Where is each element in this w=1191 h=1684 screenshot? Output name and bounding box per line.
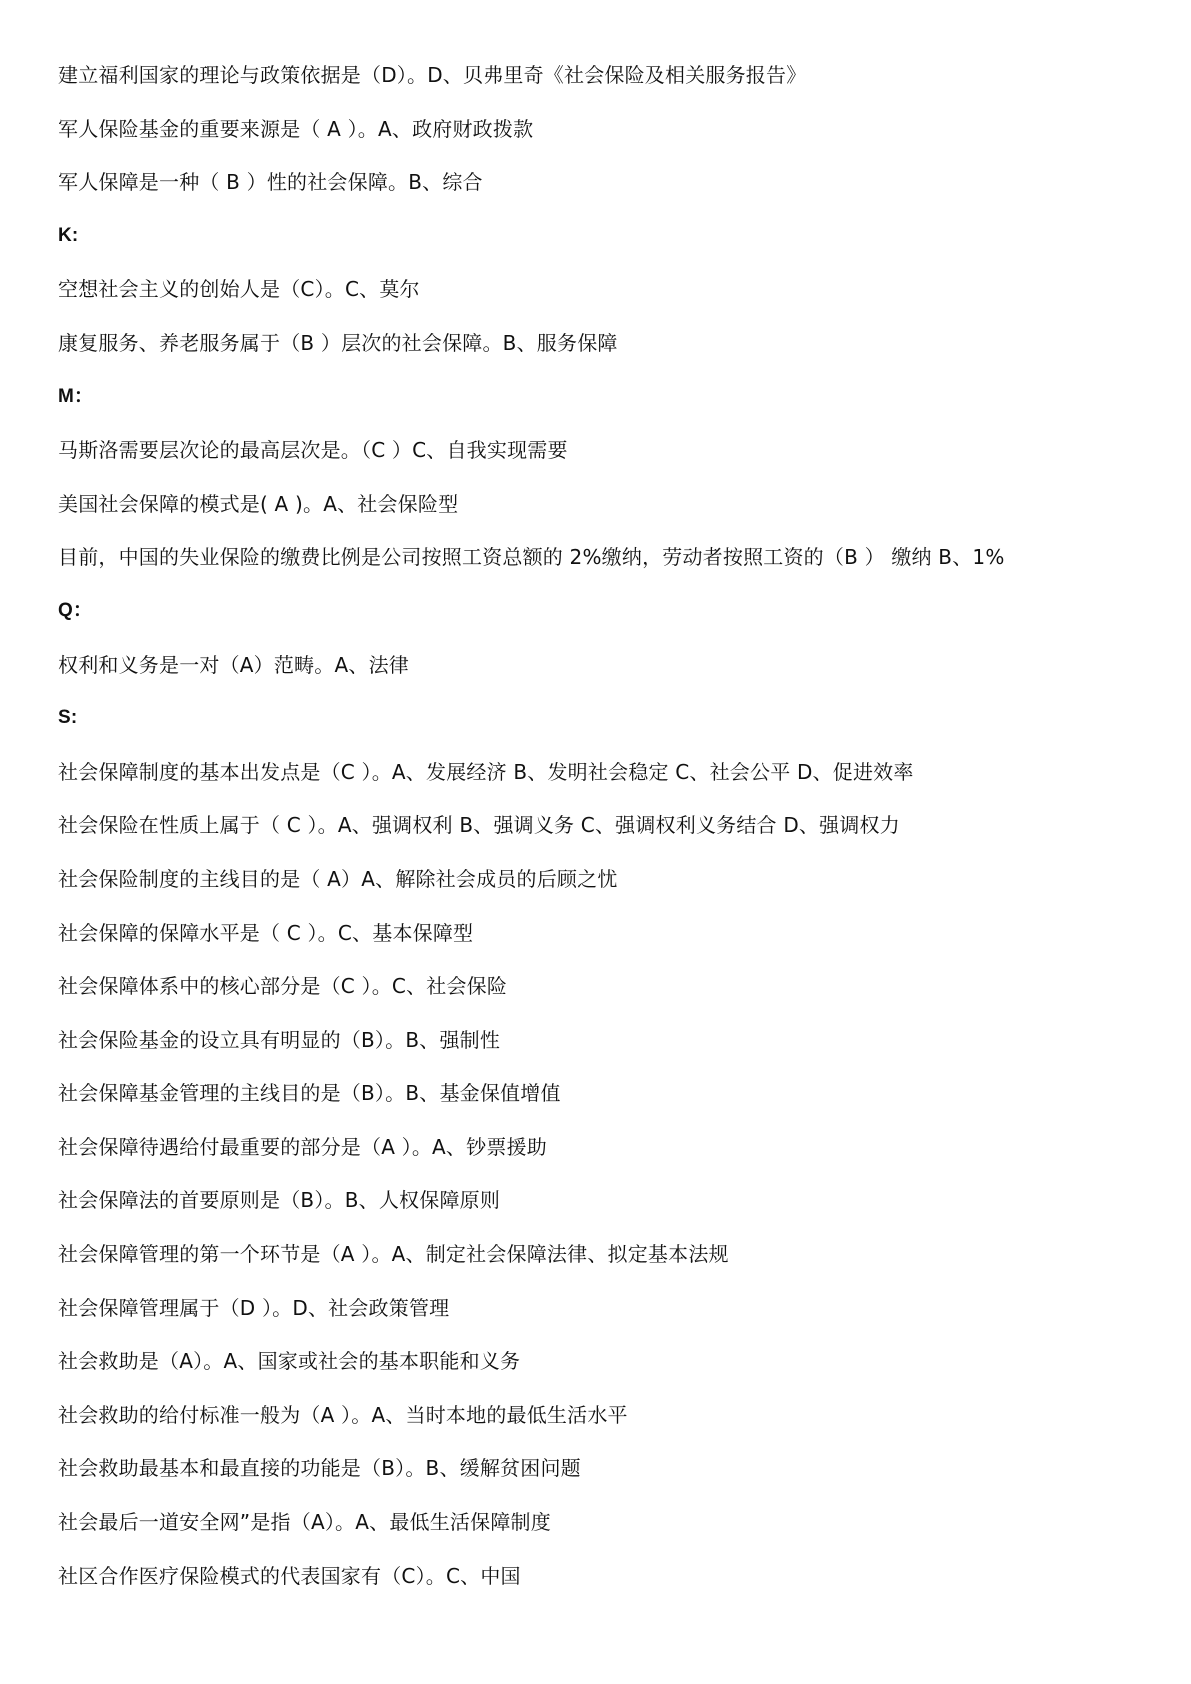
qa-line: 社会救助的给付标准一般为（A ）。A、当时本地的最低生活水平: [58, 1402, 628, 1427]
qa-line: 军人保障是一种（ B ）性的社会保障。B、综合: [58, 170, 483, 195]
qa-line: 社会保险基金的设立具有明显的（B）。B、强制性: [58, 1027, 501, 1052]
qa-line: 社会保障法的首要原则是（B）。B、人权保障原则: [58, 1188, 501, 1213]
qa-line: 社区合作医疗保险模式的代表国家有（C）。C、中国: [58, 1563, 521, 1588]
qa-line: 军人保险基金的重要来源是（ A ）。A、政府财政拨款: [58, 116, 534, 141]
qa-line: 社会保险在性质上属于（ C ）。A、强调权利 B、强调义务 C、强调权利义务结合 D、强调权力: [58, 813, 900, 838]
qa-list: [58, 63, 1158, 1617]
qa-line: 美国社会保障的模式是( A )。A、社会保险型: [58, 491, 459, 516]
qa-line: 社会保障的保障水平是（ C ）。C、基本保障型: [58, 920, 474, 945]
qa-line: 建立福利国家的理论与政策依据是（D）。D、贝弗里奇《社会保险及相关服务报告》: [58, 63, 807, 87]
qa-line: 空想社会主义的创始人是（C）。C、莫尔: [58, 277, 420, 302]
qa-line: 社会保障基金管理的主线目的是（B）。B、基金保值增值: [58, 1081, 561, 1106]
section-heading: M：: [58, 385, 94, 407]
section-heading: Q：: [58, 599, 93, 621]
qa-line: 社会保障管理属于（D ）。D、社会政策管理: [58, 1295, 450, 1320]
qa-line: 社会保障管理的第一个环节是（A ）。A、制定社会保障法律、拟定基本法规: [58, 1242, 729, 1267]
qa-line: 社会救助是（A）。A、国家或社会的基本职能和义务: [58, 1349, 521, 1374]
qa-line: 康复服务、养老服务属于（B ）层次的社会保障。B、服务保障: [58, 330, 618, 355]
qa-line: 马斯洛需要层次论的最高层次是。（C ）C、自我实现需要: [58, 438, 568, 463]
qa-line: 权利和义务是一对（A）范畴。A、法律: [58, 652, 409, 677]
section-heading: S:: [58, 707, 78, 729]
section-heading: K:: [58, 224, 79, 246]
qa-line: 社会保险制度的主线目的是（ A）A、解除社会成员的后顾之忧: [58, 866, 618, 891]
qa-line: 目前，中国的失业保险的缴费比例是公司按照工资总额的 2%缴纳，劳动者按照工资的（B ） 缴纳 B、1%: [58, 545, 1005, 570]
qa-line: 社会最后一道安全网”是指（A）。A、最低生活保障制度: [58, 1510, 551, 1535]
qa-line: 社会保障制度的基本出发点是（C ）。A、发展经济 B、发明社会稳定 C、社会公平 D、促进效率: [58, 759, 914, 784]
qa-line: 社会救助最基本和最直接的功能是（B）。B、缓解贫困问题: [58, 1456, 581, 1481]
qa-line: 社会保障待遇给付最重要的部分是（A ）。A、钞票援助: [58, 1134, 547, 1159]
qa-line: 社会保障体系中的核心部分是（C ）。C、社会保险: [58, 974, 508, 999]
